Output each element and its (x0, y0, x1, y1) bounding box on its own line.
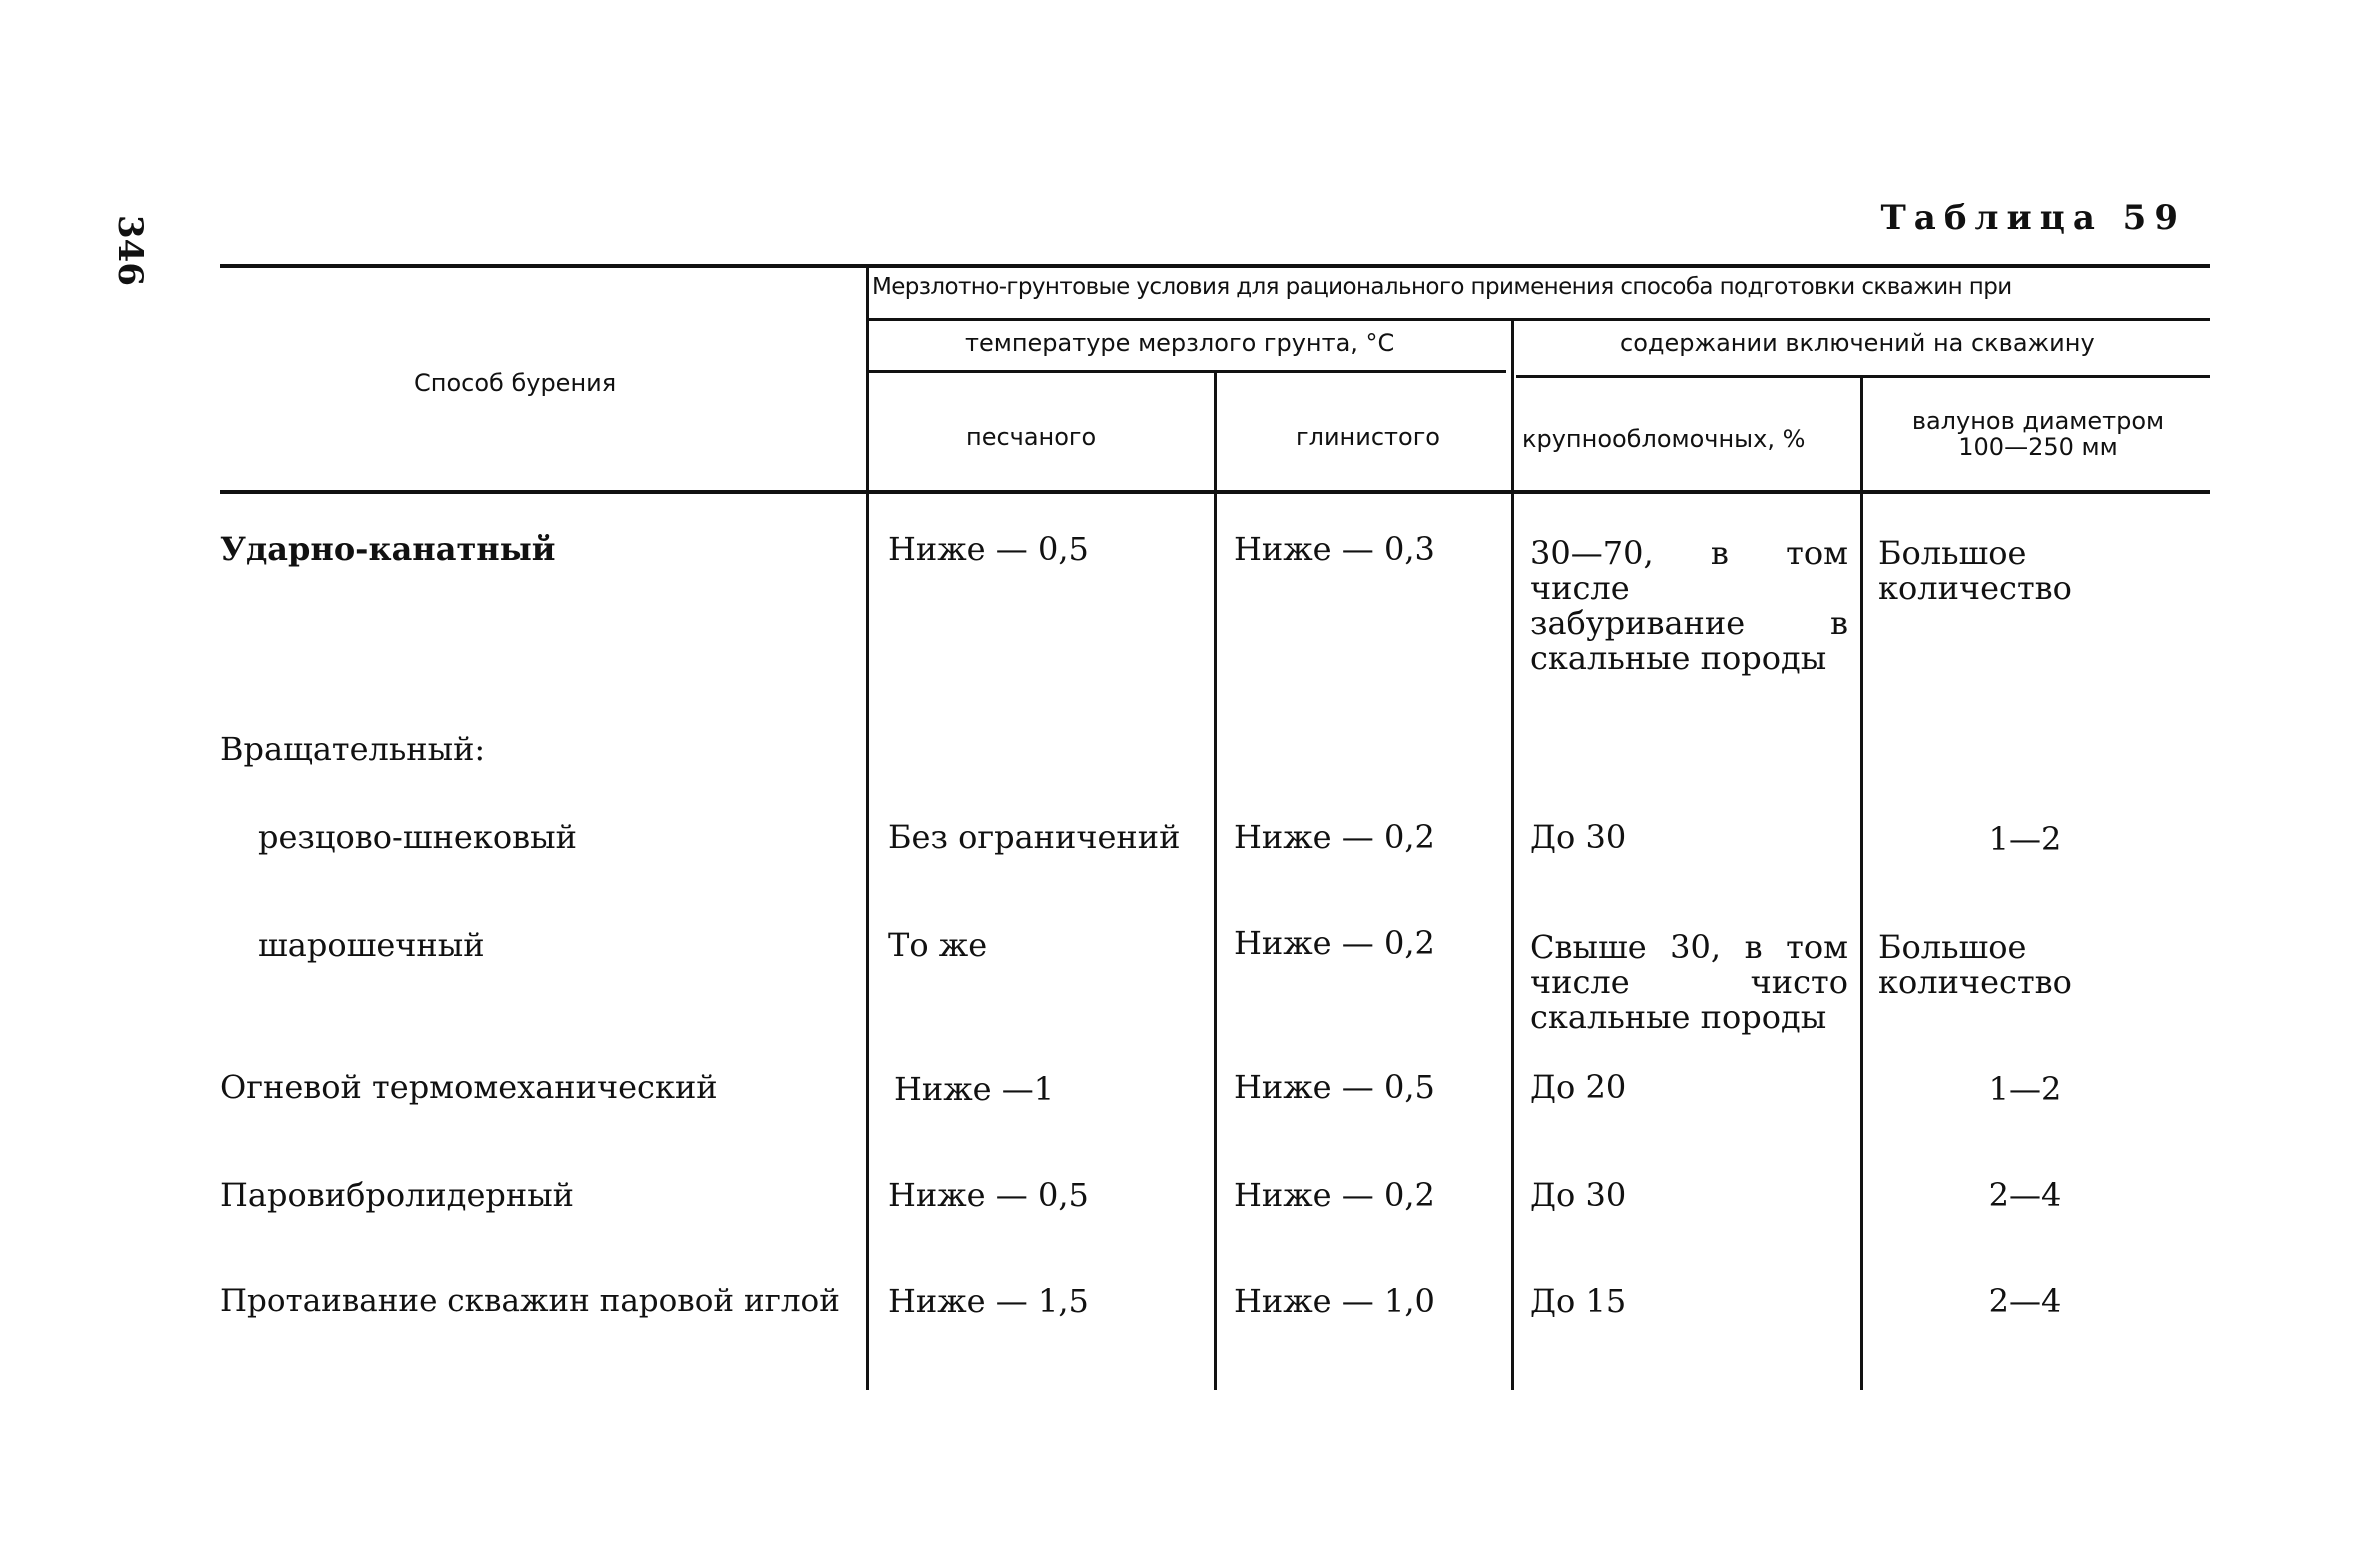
row-4-boulders: 1—2 (1988, 1070, 2062, 1108)
header-coarse: крупнообломочных, % (1522, 425, 1806, 453)
column-divider-1 (866, 268, 869, 1390)
row-0-method: Ударно-канатный (220, 530, 556, 568)
header-boulders-line1: валунов диаметром (1911, 407, 2165, 435)
row-3-clay: Ниже — 0,2 (1234, 924, 1435, 962)
row-6-boulders: 2—4 (1988, 1282, 2062, 1320)
row-1-method: Вращательный: (220, 730, 486, 768)
row-4-sandy: Ниже —1 (894, 1070, 1055, 1108)
conditions-rule (868, 318, 2210, 321)
row-0-sandy: Ниже — 0,5 (888, 530, 1089, 568)
header-method: Способ бурения (414, 369, 617, 397)
column-divider-2 (1214, 372, 1217, 1390)
row-6-clay: Ниже — 1,0 (1234, 1282, 1435, 1320)
inclusions-rule (1516, 375, 2210, 378)
row-4-coarse: До 20 (1530, 1068, 1627, 1106)
row-0-boulders: Большое количество (1878, 534, 2072, 607)
row-5-sandy: Ниже — 0,5 (888, 1176, 1089, 1214)
table-top-rule (220, 264, 2210, 268)
header-boulders-line2: 100—250 мм (1958, 433, 2118, 461)
header-sandy: песчаного (966, 423, 1097, 451)
header-conditions: Мерзлотно-грунтовые условия для рационального применения способа подготовки скважин при (872, 274, 2012, 300)
row-6-method: Протаивание скважин паровой иглой (220, 1283, 840, 1319)
row-3-boulders: Большое количество (1878, 928, 2072, 1001)
header-inclusions: содержании включений на скважину (1620, 329, 2095, 357)
row-2-coarse: До 30 (1530, 818, 1627, 856)
row-2-sandy: Без ограничений (888, 818, 1181, 856)
row-0-coarse: 30—70, в том числе забуривание в скальные породы (1530, 534, 1848, 677)
row-5-method: Паровибролидерный (220, 1176, 574, 1214)
header-temperature: температуре мерзлого грунта, °C (965, 329, 1395, 357)
temperature-rule (868, 370, 1506, 373)
row-3-method: шарошечный (258, 926, 485, 964)
row-5-clay: Ниже — 0,2 (1234, 1176, 1435, 1214)
header-boulders (1866, 408, 2210, 460)
row-6-sandy: Ниже — 1,5 (888, 1282, 1089, 1320)
page-number: 346 (110, 215, 150, 286)
row-5-coarse: До 30 (1530, 1176, 1627, 1214)
row-4-method: Огневой термомеханический (220, 1068, 718, 1106)
row-6-coarse: До 15 (1530, 1282, 1627, 1320)
row-3-sandy: То же (888, 926, 988, 964)
table-label: Таблица 59 (1880, 198, 2186, 238)
row-0-clay: Ниже — 0,3 (1234, 530, 1435, 568)
row-2-method: резцово-шнековый (258, 818, 577, 856)
row-5-boulders: 2—4 (1988, 1176, 2062, 1214)
row-2-clay: Ниже — 0,2 (1234, 818, 1435, 856)
row-4-clay: Ниже — 0,5 (1234, 1068, 1435, 1106)
row-3-coarse: Свыше 30, в том числе чисто скальные породы (1530, 928, 1848, 1036)
column-divider-3 (1511, 320, 1514, 1390)
header-clay: глинистого (1296, 423, 1440, 451)
row-2-boulders: 1—2 (1988, 820, 2062, 858)
column-divider-4 (1860, 378, 1863, 1390)
